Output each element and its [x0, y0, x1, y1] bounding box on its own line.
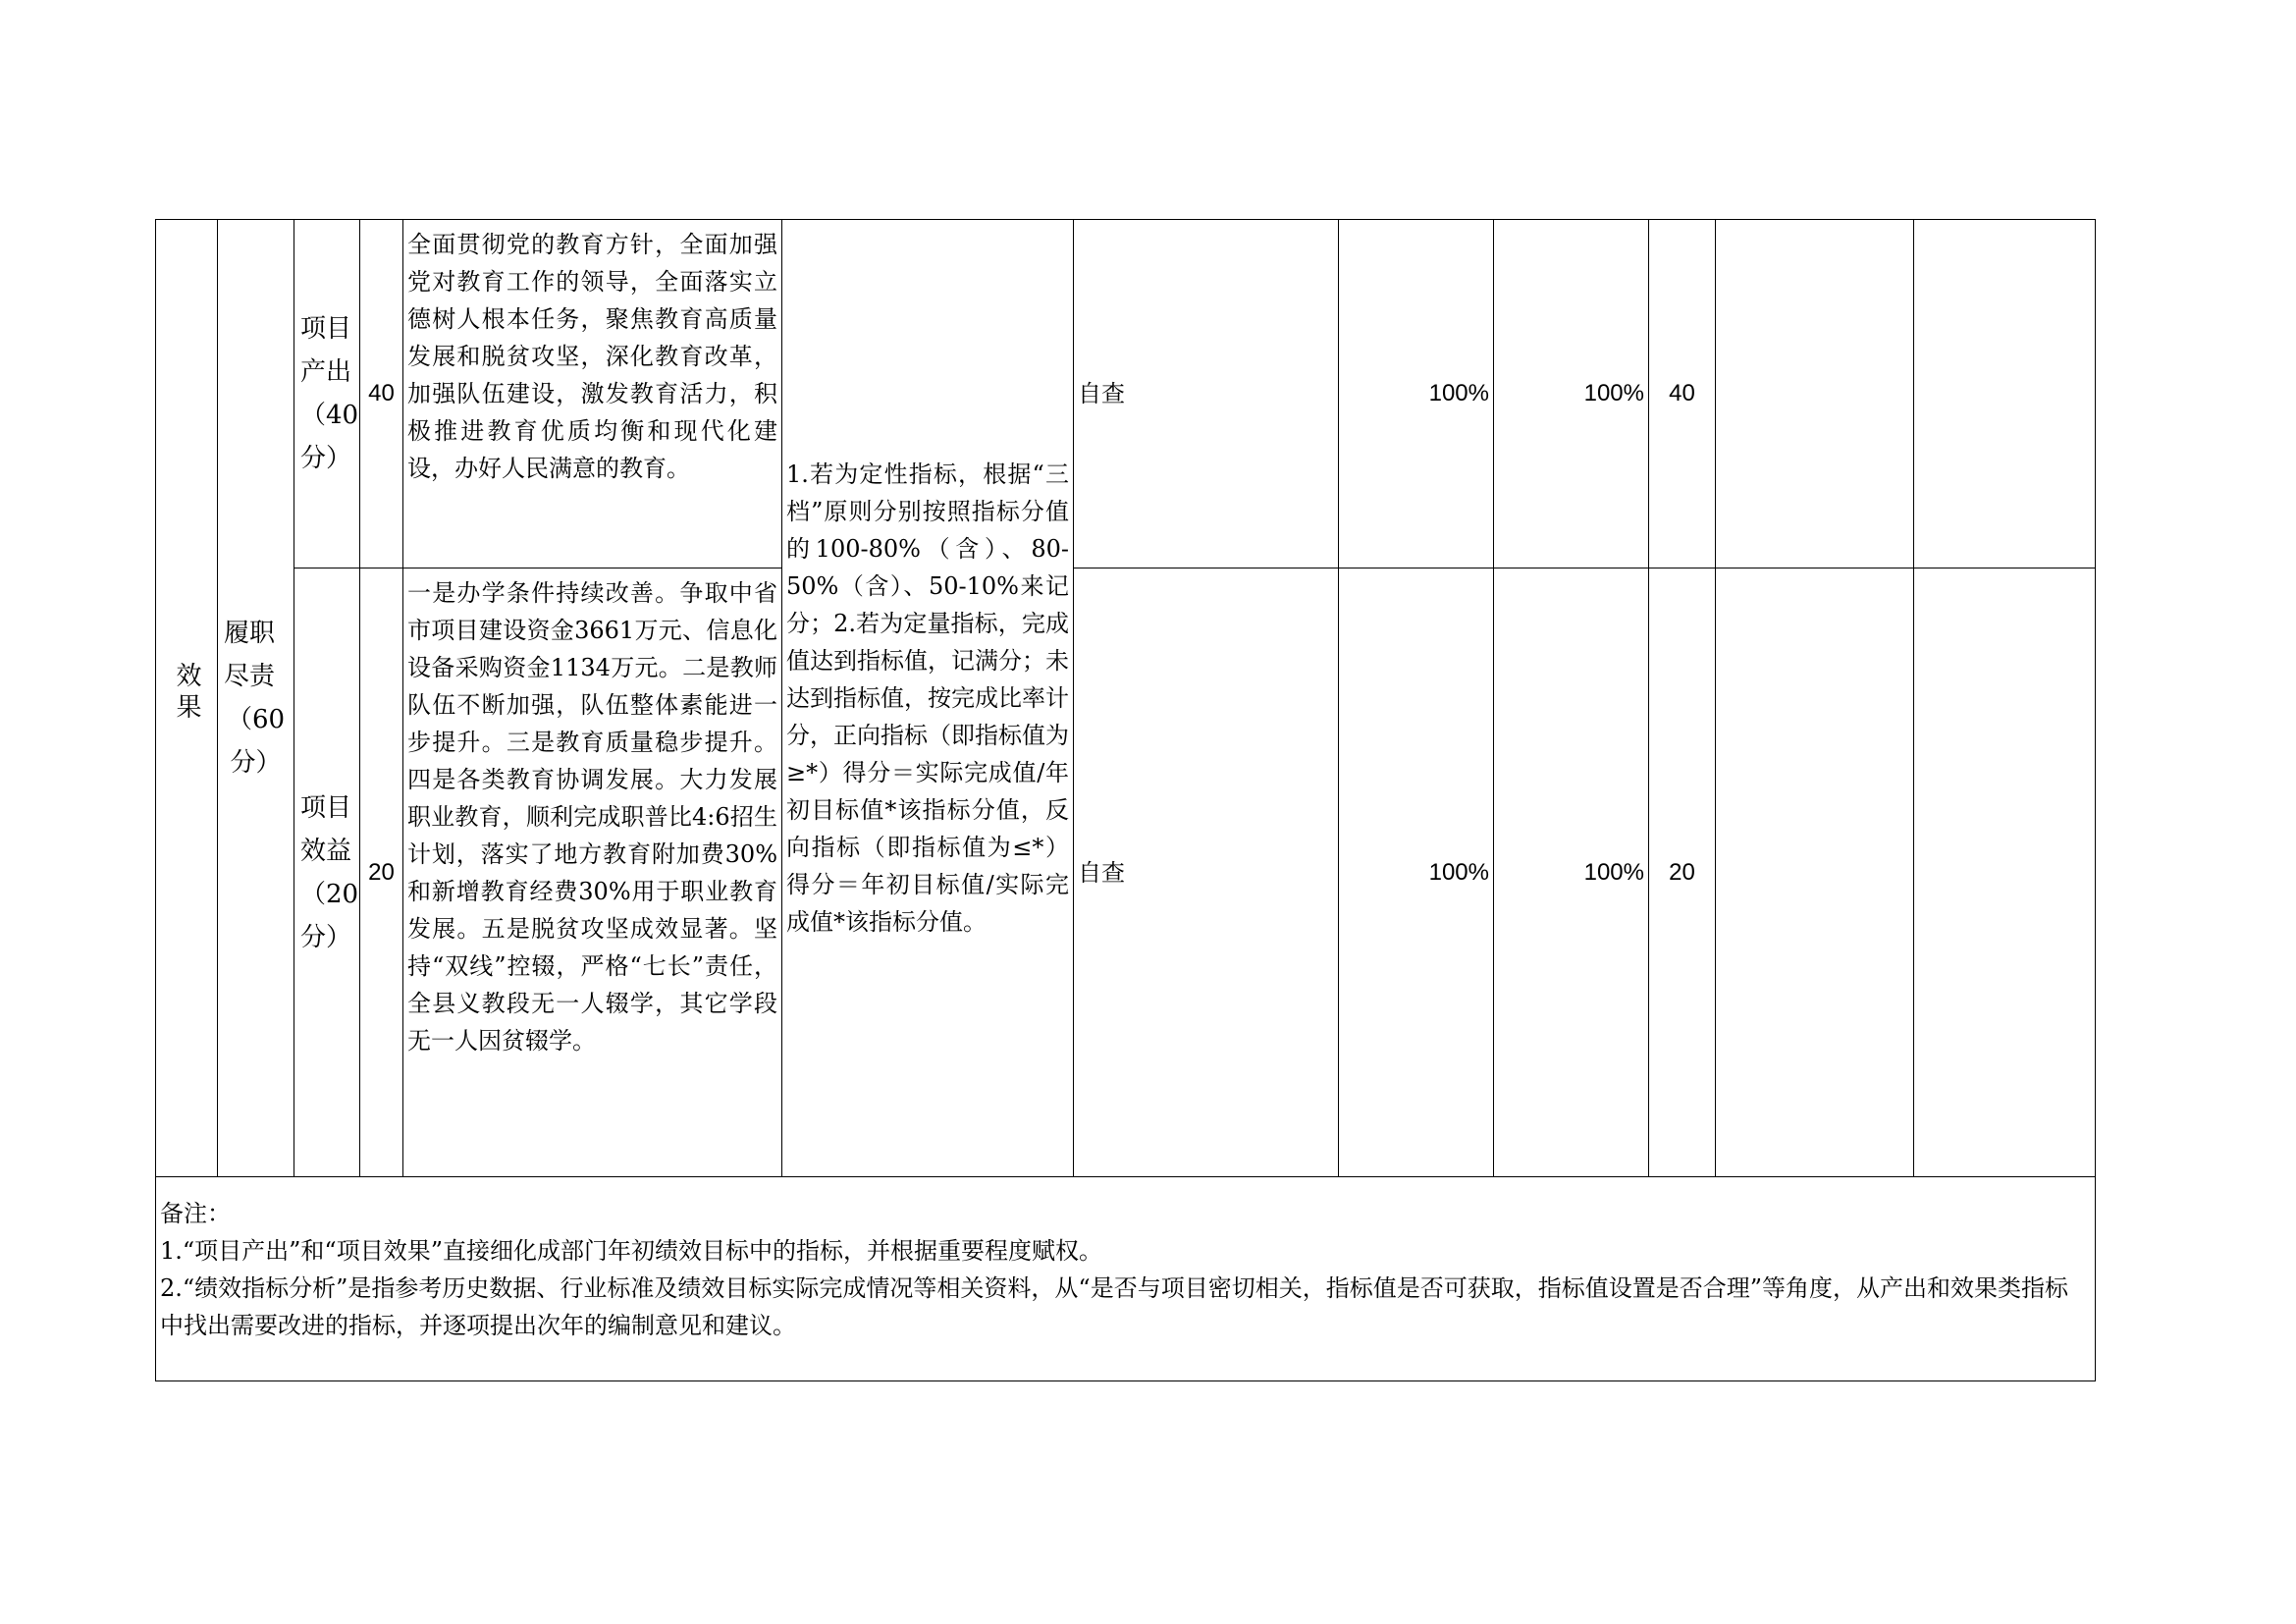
indicator-line: 产出	[300, 357, 352, 387]
notes-title: 备注：	[160, 1200, 231, 1227]
indicator-line: （20	[300, 879, 359, 909]
subcategory-cell	[218, 220, 294, 1177]
scoring-rule-cell: 1.若为定性指标，根据“三档”原则分别按照指标分值的100-80%（含）、80-50%（含）、50-10%来记分；2.若为定量指标，完成值达到指标值，记满分；未达到指标值，按完成比率计分，正向指标（即指标值为≥*）得分＝实际完成值/年初目标值*该指标分值，反向指标（即指标值为≤*）得分＝年初目标值/实际完成值*该指标分值。	[782, 220, 1074, 1177]
empty-cell	[1914, 568, 2096, 1177]
target-value-cell: 100%	[1339, 568, 1494, 1177]
subcategory-line: 尽责	[224, 662, 276, 691]
notes-row	[156, 1177, 2096, 1381]
source-cell: 自查	[1074, 568, 1339, 1177]
empty-cell	[1716, 568, 1914, 1177]
empty-cell	[1716, 220, 1914, 568]
empty-cell	[1914, 220, 2096, 568]
table-row	[156, 568, 2096, 1177]
table-row	[156, 220, 2096, 568]
weight-cell: 40	[360, 220, 403, 568]
notes-line: 2.“绩效指标分析”是指参考历史数据、行业标准及绩效目标实际完成情况等相关资料，从“是否与项目密切相关，指标值是否可获取，指标值设置是否合理”等角度，从产出和效果类指标中找出需要改进的指标，并逐项提出次年的编制意见和建议。	[160, 1274, 2068, 1339]
indicator-line: 分）	[300, 922, 352, 952]
subcategory-line: （60	[226, 705, 286, 734]
actual-value-cell: 100%	[1494, 220, 1649, 568]
indicator-line: 效益	[300, 836, 352, 866]
indicator-cell	[294, 220, 360, 568]
weight-cell: 20	[360, 568, 403, 1177]
category-label: 效果	[172, 661, 201, 725]
source-cell: 自查	[1074, 220, 1339, 568]
description-cell: 一是办学条件持续改善。争取中省市项目建设资金3661万元、信息化设备采购资金1134万元。二是教师队伍不断加强，队伍整体素能进一步提升。三是教育质量稳步提升。四是各类教育协调发展。大力发展职业教育，顺利完成职普比4:6招生计划，落实了地方教育附加费30%和新增教育经费30%用于职业教育发展。五是脱贫攻坚成效显著。坚持“双线”控辍，严格“七长”责任，全县义教段无一人辍学，其它学段无一人因贫辍学。	[403, 568, 782, 1177]
score-cell: 20	[1649, 568, 1716, 1177]
indicator-line: 分）	[300, 444, 352, 473]
description-cell: 全面贯彻党的教育方针，全面加强党对教育工作的领导，全面落实立德树人根本任务，聚焦教育高质量发展和脱贫攻坚，深化教育改革，加强队伍建设，激发教育活力，积极推进教育优质均衡和现代化建设，办好人民满意的教育。	[403, 220, 782, 568]
category-cell	[156, 220, 218, 1177]
evaluation-sheet	[155, 219, 2095, 1380]
notes-line: 1.“项目产出”和“项目效果”直接细化成部门年初绩效目标中的指标，并根据重要程度赋权。	[160, 1237, 1102, 1265]
indicator-line: 项目	[300, 314, 352, 344]
subcategory-line: 履职	[224, 619, 276, 648]
indicator-line: 项目	[300, 792, 352, 823]
notes-cell	[156, 1177, 2096, 1381]
indicator-line: （40	[300, 401, 359, 430]
subcategory-line: 分）	[230, 748, 282, 778]
indicator-cell	[294, 568, 360, 1177]
performance-table	[155, 219, 2096, 1381]
score-cell: 40	[1649, 220, 1716, 568]
actual-value-cell: 100%	[1494, 568, 1649, 1177]
target-value-cell: 100%	[1339, 220, 1494, 568]
